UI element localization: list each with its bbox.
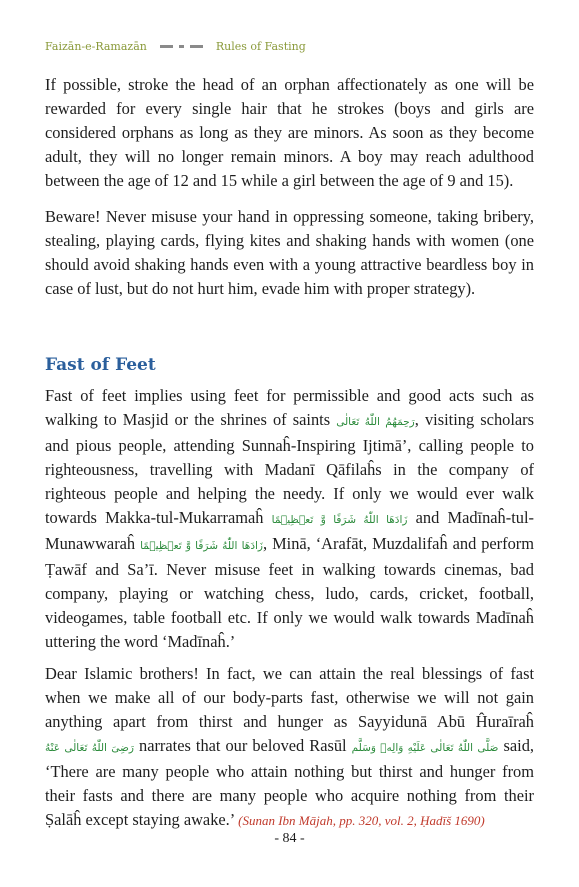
paragraph-beware: Beware! Never misuse your hand in oppressing someone, taking bribery, stealing, playing cards, flying kites and shaking hands with women (one should avoid shaking hands even with a young attractive beardless boy in case of lust, but do not hurt him, evade him with proper strategy). (45, 207, 534, 298)
paragraph-orphan: If possible, stroke the head of an orphan affectionately as one will be rewarded for every single hair that he strokes (boys and girls are considered orphans as long as they are minors. As soon as they become adult, they will no longer remain minors. A boy may reach adulthood between the age of 12 and 15 while a girl between the age of 9 and 15). (45, 75, 534, 190)
header-separator (157, 45, 206, 48)
arabic-honorific: زَادَهَا اللّٰهُ شَرَفًا وَّ تَعۡظِیۡمًا (271, 514, 408, 526)
arabic-honorific: رَحِمَهُمُ اللّٰهُ تَعَالٰی (336, 416, 415, 428)
hadith-citation: (Sunan Ibn Mājah, pp. 320, vol. 2, Ḥadīš 1690) (238, 813, 485, 828)
paragraph-blessings: Dear Islamic brothers! In fact, we can attain the real blessings of fast when we make all of our body-parts fast, otherwise we will not gain anything apart from thirst and hunger as Sayyidunā Abū Ĥuraīraĥ رَضِیَ اللّٰهُ تَعَالٰی عَنْهُ narrates that our beloved Rasūl صَلَّى اللّٰهُ تَعَالٰی عَلَیْهِ وَالِهٖ وَسَلَّم said, ‘There are many people who attain nothing but thirst and hunger from their fasts and there are many people who acquire nothing from their Ṣalāĥ except staying awake.’ (Sunan Ibn Mājah, pp. 320, vol. 2, Ḥadīš 1690) (45, 664, 534, 829)
arabic-honorific: زَادَهَا اللّٰهُ شَرَفًا وَّ تَعۡظِیۡمًا (140, 540, 264, 552)
arabic-honorific: رَضِیَ اللّٰهُ تَعَالٰی عَنْهُ (45, 742, 134, 754)
running-header (45, 38, 306, 54)
book-title: Faizān-e-Ramazān (45, 39, 147, 53)
chapter-title: Rules of Fasting (215, 39, 306, 53)
paragraph-fast-of-feet: Fast of feet implies using feet for permissible and good acts such as walking to Masjid or the shrines of saints رَحِمَهُمُ اللّٰهُ تَعَالٰی, visiting scholars and pious people, attending Sunnaĥ-Inspiring Ijtimā’, calling people to righteousness, travelling with Madanī Qāfilaĥs in the company of righteous people and helping the needy. If only we would ever walk towards Makka-tul-Mukarramaĥ زَادَهَا اللّٰهُ شَرَفًا وَّ تَعۡظِیۡمًا and Madīnaĥ-tul-Munawwaraĥ زَادَهَا اللّٰهُ شَرَفًا وَّ تَعۡظِیۡمًا, Minā, ‘Arafāt, Muzdalifaĥ and perform Ṭawāf and Sa’ī. Never misuse feet in walking towards cinemas, bad company, playing or watching chess, ludo, cards, cricket, football, videogames, table football etc. If only we would walk towards Madīnaĥ uttering the word ‘Madīnaĥ.’ (45, 386, 535, 651)
page-number: - 84 - (274, 831, 305, 846)
arabic-honorific: صَلَّى اللّٰهُ تَعَالٰی عَلَیْهِ وَالِهٖ وَسَلَّم (351, 742, 499, 754)
section-heading: Fast of Feet (45, 355, 156, 375)
